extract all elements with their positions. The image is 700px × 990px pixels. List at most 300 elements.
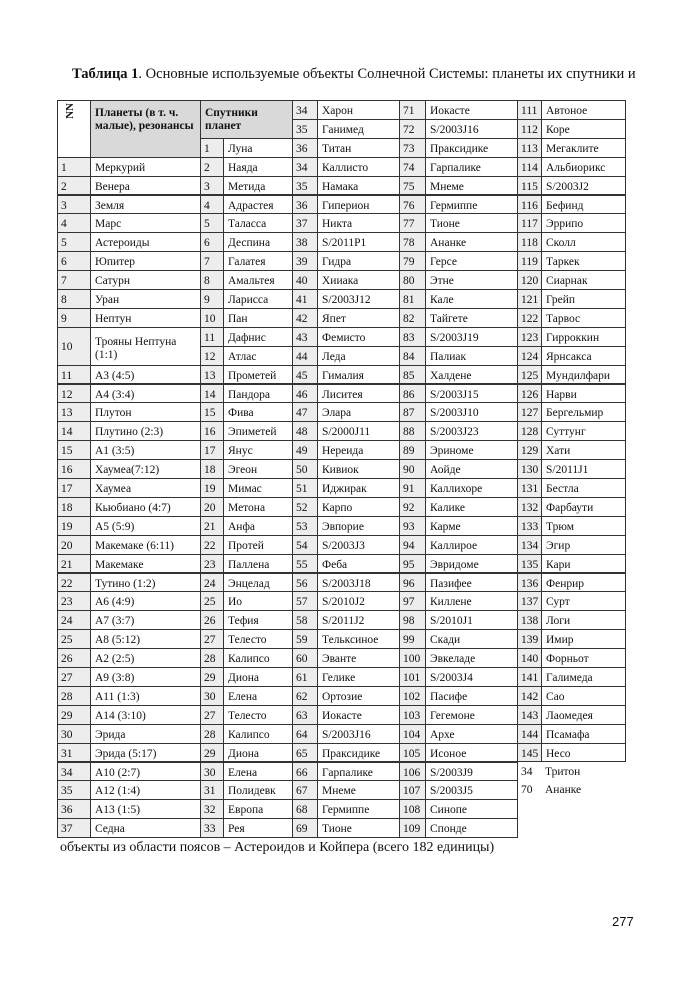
satellite-number: 81	[399, 289, 426, 309]
satellite-name: Дафнис	[223, 327, 293, 347]
satellite-name: Атлас	[223, 346, 293, 366]
satellite-number: 106	[399, 762, 426, 782]
satellite-name: Спонде	[425, 818, 518, 838]
planet-name: Уран	[90, 289, 201, 309]
satellite-number: 43	[292, 327, 318, 347]
satellite-name: Диона	[223, 667, 293, 687]
satellite-number: 34	[292, 157, 318, 177]
satellite-number: 59	[292, 629, 318, 649]
satellite-number: 83	[399, 327, 426, 347]
planet-number: 27	[57, 667, 91, 687]
satellite-name: Никта	[317, 213, 400, 233]
planet-number: 15	[57, 440, 91, 460]
satellite-name: Кари	[541, 554, 626, 574]
satellite-name: Гарпалике	[317, 762, 400, 782]
satellite-number: 118	[517, 232, 542, 252]
satellite-name: Гегемоне	[425, 705, 518, 725]
satellite-name: Ярнсакса	[541, 346, 626, 366]
satellite-number: 38	[292, 232, 318, 252]
satellite-name: Хати	[541, 440, 626, 460]
planet-name: Плутон	[90, 402, 201, 422]
planet-number: 29	[57, 705, 91, 725]
satellite-name: Ананке	[425, 232, 518, 252]
satellite-number: 30	[200, 762, 224, 782]
satellite-number: 85	[399, 365, 426, 385]
planet-number: 2	[57, 176, 91, 196]
satellite-number: 98	[399, 610, 426, 630]
satellite-number: 140	[517, 648, 542, 668]
satellite-number: 129	[517, 440, 542, 460]
satellite-name: S/2003J16	[317, 724, 400, 744]
satellite-number: 69	[292, 818, 318, 838]
satellite-name: Логи	[541, 610, 626, 630]
satellite-number: 112	[517, 119, 542, 139]
satellite-number: 26	[200, 610, 224, 630]
satellite-number: 137	[517, 591, 542, 611]
satellite-name: Пасифе	[425, 686, 518, 706]
satellite-name: Скади	[425, 629, 518, 649]
satellite-name: Несо	[541, 743, 626, 763]
planet-name: Кьюбиано (4:7)	[90, 497, 201, 517]
planet-number: 37	[57, 818, 91, 838]
satellite-name: Пан	[223, 308, 293, 328]
satellite-number: 35	[292, 176, 318, 196]
satellite-number: 70	[521, 784, 533, 797]
satellite-number: 89	[399, 440, 426, 460]
satellite-number: 87	[399, 402, 426, 422]
satellite-name: S/2003J3	[317, 535, 400, 555]
satellite-name: S/2003J23	[425, 421, 518, 441]
planet-number: 25	[57, 629, 91, 649]
satellite-number: 14	[200, 384, 224, 404]
satellite-number: 66	[292, 762, 318, 782]
satellite-name: Аойде	[425, 459, 518, 479]
satellite-number: 2	[200, 157, 224, 177]
satellite-name: Янус	[223, 440, 293, 460]
satellite-name: Лаомедея	[541, 705, 626, 725]
satellite-name: Халдене	[425, 365, 518, 385]
planet-number: 18	[57, 497, 91, 517]
satellite-name: Тионе	[317, 818, 400, 838]
planet-number: 7	[57, 270, 91, 290]
satellite-number: 22	[200, 535, 224, 555]
satellite-number: 24	[200, 573, 224, 593]
satellite-name: Лиситея	[317, 384, 400, 404]
satellite-number: 116	[517, 195, 542, 215]
satellite-name: Фемисто	[317, 327, 400, 347]
satellite-number: 31	[200, 780, 224, 800]
planet-name: Макемаке (6:11)	[90, 535, 201, 555]
satellite-number: 122	[517, 308, 542, 328]
satellite-name: Фарбаути	[541, 497, 626, 517]
satellite-number: 4	[200, 195, 224, 215]
satellite-number: 123	[517, 327, 542, 347]
planet-name: A8 (5:12)	[90, 629, 201, 649]
satellite-number: 72	[399, 119, 426, 139]
satellite-name: Этне	[425, 270, 518, 290]
satellite-number: 71	[399, 100, 426, 120]
satellite-name: S/2003J16	[425, 119, 518, 139]
header-nn	[57, 100, 91, 158]
satellite-name: S/2003J2	[541, 176, 626, 196]
satellite-number: 29	[200, 667, 224, 687]
satellite-name: Намака	[317, 176, 400, 196]
satellite-number: 48	[292, 421, 318, 441]
satellite-number: 50	[292, 459, 318, 479]
satellite-number: 11	[200, 327, 224, 347]
satellite-number: 84	[399, 346, 426, 366]
satellite-name: S/2003J5	[425, 780, 518, 800]
satellite-number: 64	[292, 724, 318, 744]
satellite-name: Полидевк	[223, 780, 293, 800]
planet-name: A3 (4:5)	[90, 365, 201, 385]
satellite-number: 134	[517, 535, 542, 555]
satellite-number: 51	[292, 478, 318, 498]
satellite-name: Палиак	[425, 346, 518, 366]
planet-name: Тутино (1:2)	[90, 573, 201, 593]
satellite-name: Эррипо	[541, 213, 626, 233]
satellite-name: Елена	[223, 762, 293, 782]
satellite-number: 141	[517, 667, 542, 687]
satellite-name: Сколл	[541, 232, 626, 252]
planet-name: Марс	[90, 213, 201, 233]
satellite-name: Суттунг	[541, 421, 626, 441]
planet-name: A7 (3:7)	[90, 610, 201, 630]
satellite-name: Диона	[223, 743, 293, 763]
satellite-number: 9	[200, 289, 224, 309]
planet-number: 13	[57, 402, 91, 422]
satellite-number: 91	[399, 478, 426, 498]
planet-number: 16	[57, 459, 91, 479]
satellite-number: 105	[399, 743, 426, 763]
satellite-number: 21	[200, 516, 224, 536]
satellite-number: 80	[399, 270, 426, 290]
satellite-number: 39	[292, 251, 318, 271]
planet-number: 35	[57, 780, 91, 800]
satellite-number: 109	[399, 818, 426, 838]
satellite-number: 113	[517, 138, 542, 158]
satellite-number: 28	[200, 648, 224, 668]
satellite-name: Трюм	[541, 516, 626, 536]
satellite-name: Иокасте	[425, 100, 518, 120]
planet-name: A13 (1:5)	[90, 799, 201, 819]
satellite-name: Анфа	[223, 516, 293, 536]
satellite-name: Титан	[317, 138, 400, 158]
satellite-name: Эванте	[317, 648, 400, 668]
satellite-number: 68	[292, 799, 318, 819]
planet-name: Нептун	[90, 308, 201, 328]
planet-number: 6	[57, 251, 91, 271]
satellite-name: Телесто	[223, 705, 293, 725]
satellite-number: 40	[292, 270, 318, 290]
satellite-name: Прометей	[223, 365, 293, 385]
satellite-number: 41	[292, 289, 318, 309]
satellite-number: 114	[517, 157, 542, 177]
satellite-name: Фива	[223, 402, 293, 422]
satellite-number: 108	[399, 799, 426, 819]
planet-name: Хаумеа	[90, 478, 201, 498]
planet-number: 26	[57, 648, 91, 668]
satellite-name: Гарпалике	[425, 157, 518, 177]
satellite-number: 145	[517, 743, 542, 763]
satellite-number: 8	[200, 270, 224, 290]
planet-number: 28	[57, 686, 91, 706]
satellite-number: 124	[517, 346, 542, 366]
planet-name: Хаумеа(7:12)	[90, 459, 201, 479]
satellite-number: 63	[292, 705, 318, 725]
satellite-name: Сурт	[541, 591, 626, 611]
satellite-name: S/2000J11	[317, 421, 400, 441]
satellite-name: Харон	[317, 100, 400, 120]
satellite-name: Мегаклите	[541, 138, 626, 158]
planet-name: A14 (3:10)	[90, 705, 201, 725]
satellite-name: Нереида	[317, 440, 400, 460]
planet-name: Плутино (2:3)	[90, 421, 201, 441]
planet-name: A5 (5:9)	[90, 516, 201, 536]
satellite-number: 32	[200, 799, 224, 819]
satellite-number: 135	[517, 554, 542, 574]
satellite-number: 3	[200, 176, 224, 196]
caption-continuation: объекты из области поясов – Астероидов и Койпера (всего 182 единицы)	[60, 840, 495, 855]
satellite-name: Гирроккин	[541, 327, 626, 347]
satellite-name: Телесто	[223, 629, 293, 649]
satellite-name: Бефинд	[541, 195, 626, 215]
satellite-name: Гидра	[317, 251, 400, 271]
planet-number: 34	[57, 762, 91, 782]
satellite-number: 6	[200, 232, 224, 252]
satellite-number: 125	[517, 365, 542, 385]
satellite-number: 120	[517, 270, 542, 290]
satellite-name: Гермиппе	[425, 195, 518, 215]
satellite-name: Эгир	[541, 535, 626, 555]
satellite-name: Коре	[541, 119, 626, 139]
header-planets: Планеты (в т. ч. малые), резонансы	[90, 100, 201, 158]
satellite-name: Мнеме	[317, 780, 400, 800]
satellite-name: Таркек	[541, 251, 626, 271]
satellite-name: Протей	[223, 535, 293, 555]
satellite-number: 36	[292, 195, 318, 215]
satellite-name: Калипсо	[223, 724, 293, 744]
satellite-name: Имир	[541, 629, 626, 649]
satellite-number: 20	[200, 497, 224, 517]
planet-number: 4	[57, 213, 91, 233]
satellite-number: 67	[292, 780, 318, 800]
satellite-number: 34	[521, 765, 533, 778]
satellite-name: S/2010J1	[425, 610, 518, 630]
satellite-number: 130	[517, 459, 542, 479]
satellite-name: Каллирое	[425, 535, 518, 555]
satellite-name: Ларисса	[223, 289, 293, 309]
planet-name: A1 (3:5)	[90, 440, 201, 460]
satellite-number: 42	[292, 308, 318, 328]
satellite-name: Эвпорие	[317, 516, 400, 536]
satellite-number: 78	[399, 232, 426, 252]
satellite-number: 17	[200, 440, 224, 460]
satellite-name: Луна	[223, 138, 293, 158]
satellite-number: 131	[517, 478, 542, 498]
satellite-number: 65	[292, 743, 318, 763]
satellite-name: Псамафа	[541, 724, 626, 744]
satellite-number: 56	[292, 573, 318, 593]
satellite-name: Исоное	[425, 743, 518, 763]
satellite-name: S/2003J9	[425, 762, 518, 782]
satellite-name: Нарви	[541, 384, 626, 404]
planet-name: A12 (1:4)	[90, 780, 201, 800]
planet-name: Венера	[90, 176, 201, 196]
satellite-name: Эгеон	[223, 459, 293, 479]
satellite-name: Эпиметей	[223, 421, 293, 441]
satellite-name: Ганимед	[317, 119, 400, 139]
satellite-name: S/2011J2	[317, 610, 400, 630]
satellite-name: Каллихоре	[425, 478, 518, 498]
satellite-number: 79	[399, 251, 426, 271]
satellite-name: Хииака	[317, 270, 400, 290]
satellite-number: 117	[517, 213, 542, 233]
satellite-name: Ио	[223, 591, 293, 611]
satellite-name: Тарвос	[541, 308, 626, 328]
satellite-name: Пазифее	[425, 573, 518, 593]
satellite-number: 18	[200, 459, 224, 479]
satellite-name: S/2011J1	[541, 459, 626, 479]
satellite-name: Галимеда	[541, 667, 626, 687]
satellite-name: Форньот	[541, 648, 626, 668]
satellite-number: 107	[399, 780, 426, 800]
satellite-name: Тефия	[223, 610, 293, 630]
satellite-name: Киллене	[425, 591, 518, 611]
satellite-number: 93	[399, 516, 426, 536]
satellite-name: Калипсо	[223, 648, 293, 668]
satellite-name: Адрастея	[223, 195, 293, 215]
satellite-name: Сао	[541, 686, 626, 706]
satellite-name: Метона	[223, 497, 293, 517]
satellite-number: 47	[292, 402, 318, 422]
satellite-name: Наяда	[223, 157, 293, 177]
satellite-number: 16	[200, 421, 224, 441]
satellite-number: 94	[399, 535, 426, 555]
planet-number: 11	[57, 365, 91, 385]
satellite-name: Таласса	[223, 213, 293, 233]
satellite-name: Кивиок	[317, 459, 400, 479]
satellite-number: 28	[200, 724, 224, 744]
satellite-name: Ортозие	[317, 686, 400, 706]
planet-number: 1	[57, 157, 91, 177]
satellite-name: S/2003J12	[317, 289, 400, 309]
satellite-name: Праксидике	[317, 743, 400, 763]
satellite-name: Феба	[317, 554, 400, 574]
satellite-name: Гиперион	[317, 195, 400, 215]
satellite-name: Каллисто	[317, 157, 400, 177]
satellite-number: 13	[200, 365, 224, 385]
satellite-number: 103	[399, 705, 426, 725]
satellite-name: Альбиорикс	[541, 157, 626, 177]
planet-number: 36	[57, 799, 91, 819]
satellite-name: Иокасте	[317, 705, 400, 725]
planet-name: Эрида	[90, 724, 201, 744]
satellite-name: Тионе	[425, 213, 518, 233]
page-number: 277	[612, 914, 634, 929]
satellite-number: 92	[399, 497, 426, 517]
planet-number: 22	[57, 573, 91, 593]
satellite-name: Архе	[425, 724, 518, 744]
satellite-name: Мнеме	[425, 176, 518, 196]
satellite-number: 35	[292, 119, 318, 139]
satellite-name: S/2003J15	[425, 384, 518, 404]
planet-name: Макемаке	[90, 554, 201, 574]
satellite-number: 142	[517, 686, 542, 706]
satellite-number: 74	[399, 157, 426, 177]
satellite-name: Паллена	[223, 554, 293, 574]
satellite-number: 53	[292, 516, 318, 536]
planet-name: A11 (1:3)	[90, 686, 201, 706]
satellite-number: 115	[517, 176, 542, 196]
satellite-number: 54	[292, 535, 318, 555]
satellite-number: 90	[399, 459, 426, 479]
satellite-number: 27	[200, 629, 224, 649]
satellite-name: Фенрир	[541, 573, 626, 593]
satellite-name: S/2010J2	[317, 591, 400, 611]
satellite-number: 119	[517, 251, 542, 271]
satellite-name: Калике	[425, 497, 518, 517]
satellite-number: 15	[200, 402, 224, 422]
satellite-number: 126	[517, 384, 542, 404]
planet-name: A4 (3:4)	[90, 384, 201, 404]
satellite-number: 104	[399, 724, 426, 744]
satellite-name: Метида	[223, 176, 293, 196]
satellite-name: Япет	[317, 308, 400, 328]
planet-name: A2 (2:5)	[90, 648, 201, 668]
satellite-number: 12	[200, 346, 224, 366]
satellite-number: 138	[517, 610, 542, 630]
satellite-name: S/2011P1	[317, 232, 400, 252]
satellite-name: Тайгете	[425, 308, 518, 328]
satellite-number: 144	[517, 724, 542, 744]
table-caption	[72, 66, 636, 83]
planet-number: 5	[57, 232, 91, 252]
satellite-name: Энцелад	[223, 573, 293, 593]
satellite-name: S/2003J10	[425, 402, 518, 422]
satellite-name: Эвкеладе	[425, 648, 518, 668]
planet-number: 23	[57, 591, 91, 611]
satellite-number: 111	[517, 100, 542, 120]
planet-name: Трояны Нептуна (1:1)	[90, 327, 201, 366]
planet-number: 8	[57, 289, 91, 309]
satellite-number: 132	[517, 497, 542, 517]
satellite-name: Синопе	[425, 799, 518, 819]
satellite-number: 96	[399, 573, 426, 593]
satellite-name: S/2003J19	[425, 327, 518, 347]
satellite-name: Кале	[425, 289, 518, 309]
planet-name: A9 (3:8)	[90, 667, 201, 687]
satellite-number: 25	[200, 591, 224, 611]
satellite-number: 101	[399, 667, 426, 687]
planet-number: 12	[57, 384, 91, 404]
satellite-name: Эриноме	[425, 440, 518, 460]
planet-number: 10	[57, 327, 91, 366]
satellite-number: 136	[517, 573, 542, 593]
satellite-name: Пандора	[223, 384, 293, 404]
satellite-number: 10	[200, 308, 224, 328]
satellite-name: Карме	[425, 516, 518, 536]
satellite-number: 5	[200, 213, 224, 233]
satellite-number: 99	[399, 629, 426, 649]
satellite-name: Автоное	[541, 100, 626, 120]
satellite-number: 139	[517, 629, 542, 649]
satellite-name: Герсе	[425, 251, 518, 271]
header-nn-label: NN	[64, 103, 76, 119]
satellite-name: Иджирак	[317, 478, 400, 498]
planet-number: 14	[57, 421, 91, 441]
satellite-name: Амальтея	[223, 270, 293, 290]
